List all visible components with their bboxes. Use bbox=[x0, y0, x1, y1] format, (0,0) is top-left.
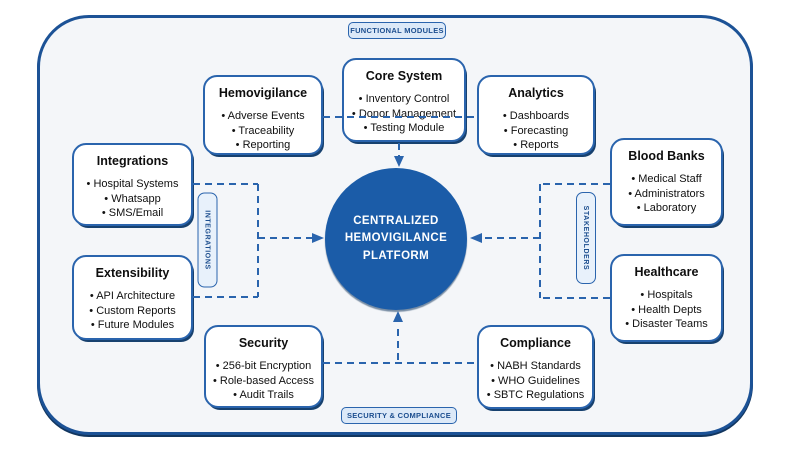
box-extensibility bbox=[72, 255, 193, 340]
box-title: Healthcare bbox=[634, 265, 699, 279]
box-item: • Health Depts bbox=[625, 303, 708, 318]
box-item: • WHO Guidelines bbox=[487, 374, 584, 389]
box-items bbox=[625, 288, 708, 332]
box-item: • Inventory Control bbox=[352, 92, 456, 107]
box-item: • Testing Module bbox=[352, 121, 456, 136]
box-item: • Donor Management bbox=[352, 107, 456, 122]
box-title: Hemovigilance bbox=[218, 86, 308, 100]
box-items bbox=[87, 177, 179, 221]
box-item: • Disaster Teams bbox=[625, 317, 708, 332]
box-item: • Hospitals bbox=[625, 288, 708, 303]
center-line: CENTRALIZED bbox=[353, 215, 439, 228]
box-item: • Reports bbox=[503, 138, 569, 153]
box-item: • Whatsapp bbox=[87, 192, 179, 207]
badge-functional-modules: FUNCTIONAL MODULES bbox=[348, 22, 446, 39]
box-analytics bbox=[477, 75, 595, 155]
box-core-system bbox=[342, 58, 466, 142]
box-item: • API Architecture bbox=[89, 289, 175, 304]
box-compliance bbox=[477, 325, 594, 409]
badge-security-compliance: SECURITY & COMPLIANCE bbox=[341, 407, 457, 424]
box-item: • Role-based Access bbox=[213, 374, 314, 389]
box-items bbox=[487, 359, 584, 403]
label-stakeholders-group: STAKEHOLDERS bbox=[576, 192, 596, 284]
box-item: • SBTC Regulations bbox=[487, 388, 584, 403]
box-item: • SMS/Email bbox=[87, 206, 179, 221]
box-item: • Forecasting bbox=[503, 124, 569, 139]
box-item: • Audit Trails bbox=[213, 388, 314, 403]
box-item: • Future Modules bbox=[89, 318, 175, 333]
box-item: • Traceability bbox=[221, 124, 304, 139]
box-item: • Hospital Systems bbox=[87, 177, 179, 192]
box-item: • Reporting bbox=[221, 138, 304, 153]
box-items bbox=[503, 109, 569, 153]
box-item: • Adverse Events bbox=[221, 109, 304, 124]
box-item: • Medical Staff bbox=[628, 172, 705, 187]
box-items bbox=[628, 172, 705, 216]
box-title: Extensibility bbox=[95, 266, 170, 280]
box-title: Analytics bbox=[508, 86, 564, 100]
box-integrations bbox=[72, 143, 193, 226]
box-item: • Custom Reports bbox=[89, 304, 175, 319]
box-items bbox=[89, 289, 175, 333]
box-item: • 256-bit Encryption bbox=[213, 359, 314, 374]
box-blood-banks bbox=[610, 138, 723, 226]
box-title: Blood Banks bbox=[628, 149, 705, 163]
center-circle bbox=[325, 168, 467, 310]
box-hemovigilance bbox=[203, 75, 323, 155]
box-item: • Laboratory bbox=[628, 201, 705, 216]
box-items bbox=[213, 359, 314, 403]
box-item: • Administrators bbox=[628, 187, 705, 202]
box-title: Security bbox=[238, 336, 289, 350]
center-line: HEMOVIGILANCE bbox=[344, 232, 448, 245]
box-items bbox=[221, 109, 304, 153]
box-item: • Dashboards bbox=[503, 109, 569, 124]
box-item: • NABH Standards bbox=[487, 359, 584, 374]
label-integrations-group: INTEGRATIONS bbox=[198, 193, 218, 288]
box-security bbox=[204, 325, 323, 408]
box-items bbox=[352, 92, 456, 136]
box-title: Integrations bbox=[96, 154, 169, 168]
box-healthcare bbox=[610, 254, 723, 342]
center-line: PLATFORM bbox=[362, 249, 430, 262]
box-title: Core System bbox=[365, 69, 443, 83]
box-title: Compliance bbox=[500, 336, 571, 350]
